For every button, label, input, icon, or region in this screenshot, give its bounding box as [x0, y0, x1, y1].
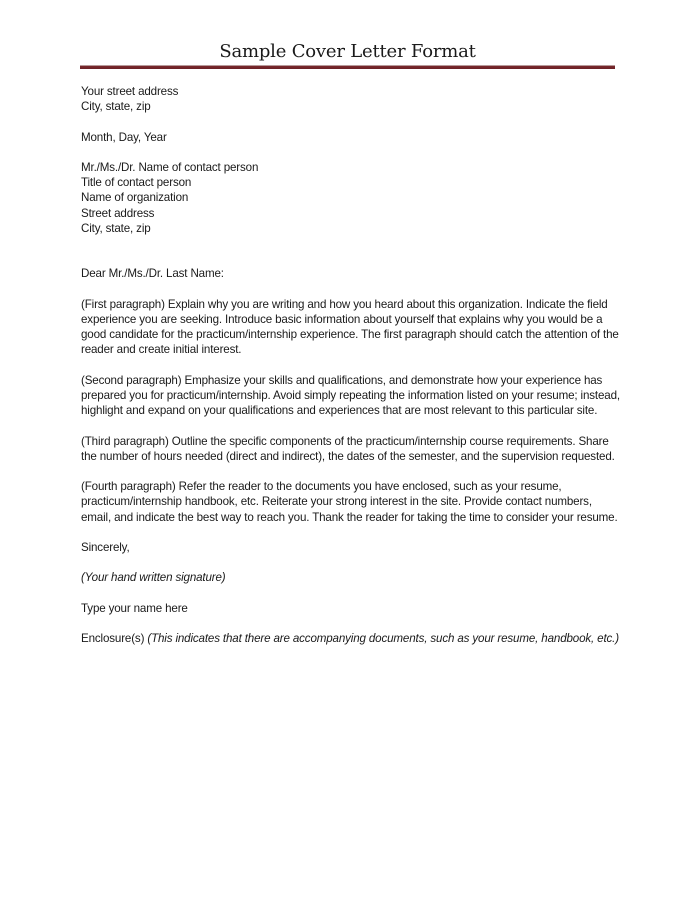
paragraph-first: (First paragraph) Explain why you are writing and how you heard about this organization. Indicate the field experience you are seeking. Introduce basic information about yourself that explains why you would be a good candidate for the practicum/internship experience. The first paragraph should catch the attention of the reader and create initial interest.	[81, 297, 619, 357]
closing: Sincerely,	[81, 540, 130, 554]
typed-name: Type your name here	[81, 601, 188, 615]
spacer	[81, 236, 621, 266]
spacer	[81, 525, 621, 540]
letter-body	[81, 84, 621, 646]
enclosure-line	[81, 631, 621, 646]
spacer	[81, 464, 621, 479]
spacer	[81, 282, 621, 297]
spacer	[81, 358, 621, 373]
recipient-title: Title of contact person	[81, 176, 192, 190]
recipient-name: Mr./Ms./Dr. Name of contact person	[81, 160, 259, 174]
paragraph-fourth: (Fourth paragraph) Refer the reader to the documents you have enclosed, such as your resume, practicum/internship handbook, etc. Reiterate your strong interest in the site. Provide contact numbers, email, and indicate the best way to reach you. Thank the reader for taking the time to consider your resume.	[81, 480, 618, 524]
salutation: Dear Mr./Ms./Dr. Last Name:	[81, 267, 224, 281]
recipient-street: Street address	[81, 206, 155, 220]
enclosure-note: (This indicates that there are accompanying documents, such as your resume, handbook, etc.)	[147, 632, 619, 646]
sender-street: Your street address	[81, 85, 179, 98]
spacer	[81, 616, 621, 631]
recipient-organization: Name of organization	[81, 191, 189, 205]
title-divider	[80, 65, 615, 69]
spacer	[81, 586, 621, 601]
signature-placeholder: (Your hand written signature)	[81, 571, 226, 585]
document-title: Sample Cover Letter Format	[219, 41, 476, 62]
enclosure-label: Enclosure(s)	[81, 632, 145, 646]
spacer	[81, 114, 621, 129]
spacer	[81, 145, 621, 160]
sender-city-state-zip: City, state, zip	[81, 100, 151, 114]
recipient-city-state-zip: City, state, zip	[81, 221, 151, 235]
paragraph-third: (Third paragraph) Outline the specific components of the practicum/internship course requirements. Share the number of hours needed (direct and indirect), the dates of the semester, and the supervision requested.	[81, 434, 615, 463]
letter-date: Month, Day, Year	[81, 130, 167, 144]
spacer	[81, 418, 621, 433]
paragraph-second: (Second paragraph) Emphasize your skills and qualifications, and demonstrate how your experience has prepared you for practicum/internship. Avoid simply repeating the information listed on your resume; instead, highlight and expand on your qualifications and experiences that are most relevant to this particular site.	[81, 373, 620, 418]
spacer	[81, 555, 621, 570]
